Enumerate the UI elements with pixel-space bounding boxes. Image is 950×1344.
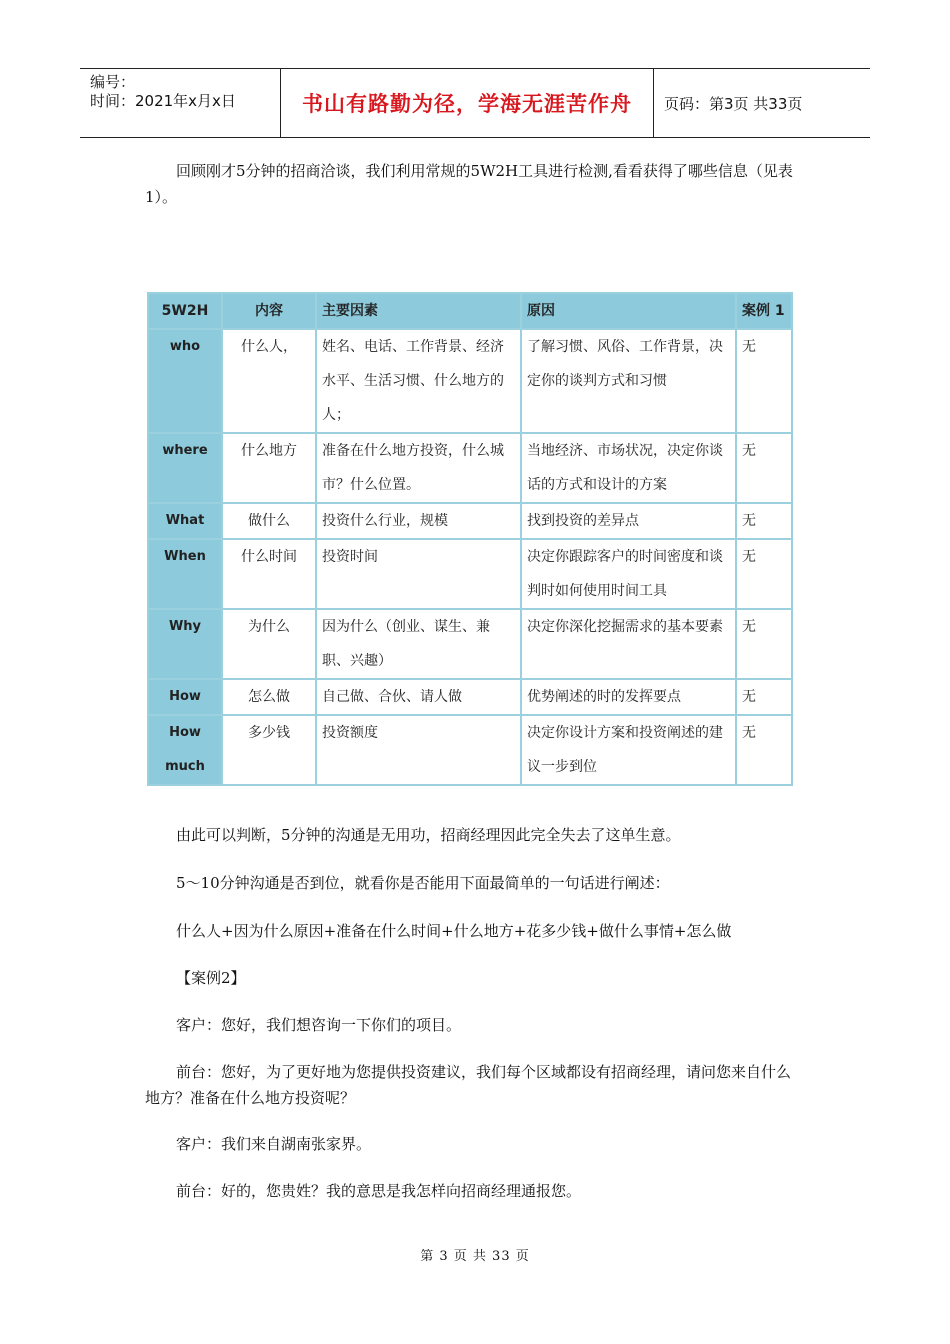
formula-paragraph: 什么人+因为什么原因+准备在什么时间+什么地方+花多少钱+做什么事情+怎么做 [176,922,732,940]
date-label: 时间：2021年x月x日 [90,92,236,110]
header-cell: 内容 [222,293,316,329]
table-cell: 什么地方 [222,433,316,503]
page-header [80,68,870,138]
table-cell: 决定你深化挖掘需求的基本要素 [521,609,736,679]
table-cell: 决定你跟踪客户的时间密度和谈判时如何使用时间工具 [521,539,736,609]
table-cell: When [148,539,222,609]
table-cell: 自己做、合伙、请人做 [316,679,521,715]
table-cell: 找到投资的差异点 [521,503,736,539]
5w2h-table [147,292,793,786]
header-meta [80,69,281,137]
table-cell: 什么时间 [222,539,316,609]
table-cell: 决定你设计方案和投资阐述的建议一步到位 [521,715,736,785]
table-cell: 多少钱 [222,715,316,785]
table-cell: who [148,329,222,433]
table-cell: 无 [736,329,792,433]
dialogue-line: 前台：您好，为了更好地为您提供投资建议，我们每个区域都设有招商经理，请问您来自什么地方？准备在什么地方投资呢？ [145,1063,792,1107]
table-cell: 准备在什么地方投资，什么城市？什么位置。 [316,433,521,503]
table-cell: 优势阐述的时的发挥要点 [521,679,736,715]
table-row [148,329,792,433]
case-heading: 【案例2】 [176,969,246,987]
number-label: 编号： [90,73,136,91]
table-row [148,539,792,609]
header-page-info: 页码：第3页 共33页 [664,94,803,113]
table-cell: 什么人， [222,329,316,433]
header-motto: 书山有路勤为径，学海无涯苦作舟 [281,69,654,137]
dialogue-line: 客户：您好，我们想咨询一下你们的项目。 [176,1016,462,1034]
method-paragraph: 5～10分钟沟通是否到位，就看你是否能用下面最简单的一句话进行阐述： [176,874,670,892]
table-cell: 无 [736,503,792,539]
table-row [148,609,792,679]
header-cell: 主要因素 [316,293,521,329]
table-cell: How much [148,715,222,785]
table-cell: 怎么做 [222,679,316,715]
table-header-row [148,293,792,329]
table-cell: 无 [736,715,792,785]
header-cell: 案例 1 [736,293,792,329]
table-row [148,503,792,539]
table-cell: 了解习惯、风俗、工作背景，决定你的谈判方式和习惯 [521,329,736,433]
table-cell: 无 [736,433,792,503]
dialogue-line: 客户：我们来自湖南张家界。 [176,1135,372,1153]
table-cell: 无 [736,679,792,715]
conclusion-paragraph: 由此可以判断，5分钟的沟通是无用功，招商经理因此完全失去了这单生意。 [176,826,681,844]
table-cell: How [148,679,222,715]
table-cell: 无 [736,609,792,679]
header-cell: 5W2H [148,293,222,329]
table-cell: Why [148,609,222,679]
table-row [148,715,792,785]
table-cell: 当地经济、市场状况，决定你谈话的方式和设计的方案 [521,433,736,503]
page-footer: 第 3 页 共 33 页 [420,1249,530,1264]
table-cell: 姓名、电话、工作背景、经济水平、生活习惯、什么地方的人； [316,329,521,433]
table-cell: 因为什么（创业、谋生、兼职、兴趣） [316,609,521,679]
table-row [148,679,792,715]
table-cell: 做什么 [222,503,316,539]
table-cell: 投资什么行业，规模 [316,503,521,539]
table-cell: 投资时间 [316,539,521,609]
table-cell: 投资额度 [316,715,521,785]
dialogue-line: 前台：好的，您贵姓？我的意思是我怎样向招商经理通报您。 [176,1182,582,1200]
table-cell: 为什么 [222,609,316,679]
table-row [148,433,792,503]
table-cell: 无 [736,539,792,609]
header-cell: 原因 [521,293,736,329]
table-cell: What [148,503,222,539]
table-cell: where [148,433,222,503]
intro-paragraph: 回顾刚才5分钟的招商洽谈，我们利用常规的5W2H工具进行检测,看看获得了哪些信息（见表1）。 [145,162,793,206]
